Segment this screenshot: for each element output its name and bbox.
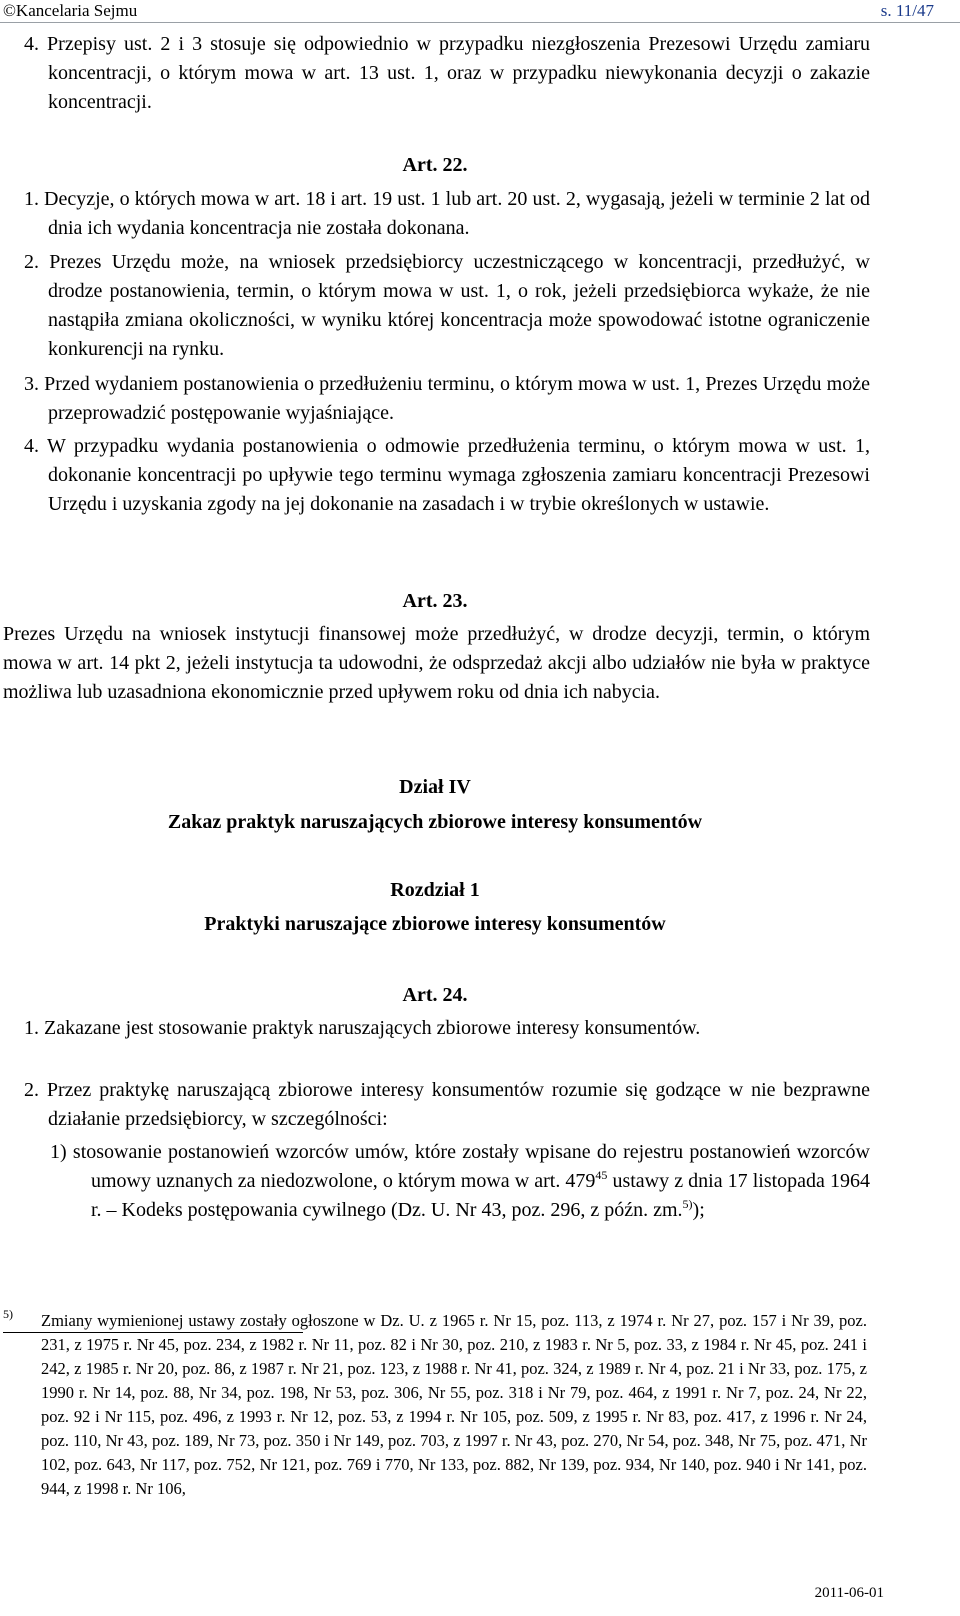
list-item-point-1 — [50, 1138, 870, 1225]
division-title: Zakaz praktyk naruszających zbiorowe interesy konsumentów — [167, 811, 703, 833]
paragraph-art22-4: 4. W przypadku wydania postanowienia o odmowie przedłużenia terminu, o którym mowa w ust. 1, dokonanie koncentracji po upływie tego terminu wymaga zgłoszenia zamiaru koncentracji Prezesowi Urzędu i uzyskania zgody na jej dokonanie na zasadach i w trybie określonych w ustawie. — [24, 435, 870, 515]
point-1-text-b: ustawy z dnia 17 listopada 1964 r. – Kodeks postępowania cywilnego (Dz. U. Nr 43, poz. 296, z późn. zm. — [91, 1170, 870, 1221]
chapter-heading: Rozdział 1 — [390, 879, 480, 901]
page-header — [0, 0, 960, 23]
point-1-text-c: ); — [692, 1199, 705, 1221]
paragraph-art24-2: 2. Przez praktykę naruszającą zbiorowe interesy konsumentów rozumie się godzące w nie bezprawne działanie przedsiębiorcy, w szczególności: — [24, 1079, 870, 1130]
paragraph-art23: Prezes Urzędu na wniosek instytucji finansowej może przedłużyć, w drodze decyzji, termin, o którym mowa w art. 14 pkt 2, jeżeli instytucja ta udowodni, że odsprzedaż akcji albo udziałów nie była w praktyce możliwa lub uzasadniona ekonomicznie przed upływem roku od dnia ich nabycia. — [3, 623, 870, 703]
chapter-title: Praktyki naruszające zbiorowe interesy konsumentów — [204, 913, 666, 935]
division-heading: Dział IV — [399, 776, 471, 798]
footnote-reference: 5) — [682, 1197, 693, 1211]
footer-date: 2011-06-01 — [814, 1585, 884, 1601]
header-source: ©Kancelaria Sejmu — [3, 1, 138, 20]
paragraph-art22-3: 3. Przed wydaniem postanowienia o przedłużeniu terminu, o którym mowa w ust. 1, Prezes Urzędu może przeprowadzić postępowanie wyjaśniające. — [24, 373, 870, 424]
article-heading-22: Art. 22. — [402, 154, 468, 176]
paragraph-art22-2: 2. Prezes Urzędu może, na wniosek przedsiębiorcy uczestniczącego w koncentracji, przedłużyć, w drodze postanowienia, termin, o którym mowa w ust. 1, o rok, jeżeli przedsiębiorca wykaże, że nie nastąpiła zmiana okoliczności, w wyniku której koncentracja może spowodować istotne ograniczenie konkurencji na rynku. — [24, 251, 870, 360]
footnote-number: 5) — [3, 1307, 13, 1321]
footnote-5 — [3, 1309, 869, 1501]
paragraph-art21-4: 4. Przepisy ust. 2 i 3 stosuje się odpowiednio w przypadku niezgłoszenia Prezesowi Urzędu zamiaru koncentracji, o którym mowa w art. 13 ust. 1, oraz w przypadku niewykonania decyzji o zakazie koncentracji. — [24, 33, 870, 113]
article-heading-23: Art. 23. — [402, 590, 468, 612]
article-heading-24: Art. 24. — [402, 984, 468, 1006]
article-superscript: 45 — [595, 1168, 608, 1182]
point-1-text-a: 1) stosowanie postanowień wzorców umów, które zostały wpisane do rejestru postanowień wzorców umowy uznanych za niedozwolone, o którym mowa w art. 479 — [50, 1141, 870, 1192]
page-number: s. 11/47 — [880, 1, 934, 20]
paragraph-art22-1: 1. Decyzje, o których mowa w art. 18 i art. 19 ust. 1 lub art. 20 ust. 2, wygasają, jeżeli w terminie 2 lat od dnia ich wydania koncentracja nie została dokonana. — [24, 188, 870, 239]
footnote-text: Zmiany wymienionej ustawy zostały ogłoszone w Dz. U. z 1965 r. Nr 15, poz. 113, z 1974 r. Nr 27, poz. 157 i Nr 39, poz. 231, z 1975 r. Nr 45, poz. 234, z 1982 r. Nr 11, poz. 82 i Nr 30, poz. 210, z 1983 r. Nr 5, poz. 33, z 1984 r. Nr 45, poz. 241 i 242, z 1985 r. Nr 20, poz. 86, z 1987 r. Nr 21, poz. 123, z 1988 r. Nr 41, poz. 324, z 1989 r. Nr 4, poz. 21 i Nr 33, poz. 175, z 1990 r. Nr 14, poz. 88, Nr 34, poz. 198, Nr 53, poz. 306, Nr 55, poz. 318 i Nr 79, poz. 464, z 1991 r. Nr 7, poz. 24, Nr 22, poz. 92 i Nr 115, poz. 496, z 1993 r. Nr 12, poz. 53, z 1994 r. Nr 105, poz. 509, z 1995 r. Nr 83, poz. 417, z 1996 r. Nr 24, poz. 110, Nr 43, poz. 189, Nr 73, poz. 350 i Nr 149, poz. 703, z 1997 r. Nr 43, poz. 270, Nr 54, poz. 348, Nr 75, poz. 471, Nr 102, poz. 643, Nr 117, poz. 752, Nr 121, poz. 769 i 770, Nr 133, poz. 882, Nr 139, poz. 934, Nr 140, poz. 940 i Nr 141, poz. 944, z 1998 r. Nr 106, — [41, 1311, 867, 1498]
paragraph-art24-1: 1. Zakazane jest stosowanie praktyk naruszających zbiorowe interesy konsumentów. — [24, 1017, 701, 1039]
